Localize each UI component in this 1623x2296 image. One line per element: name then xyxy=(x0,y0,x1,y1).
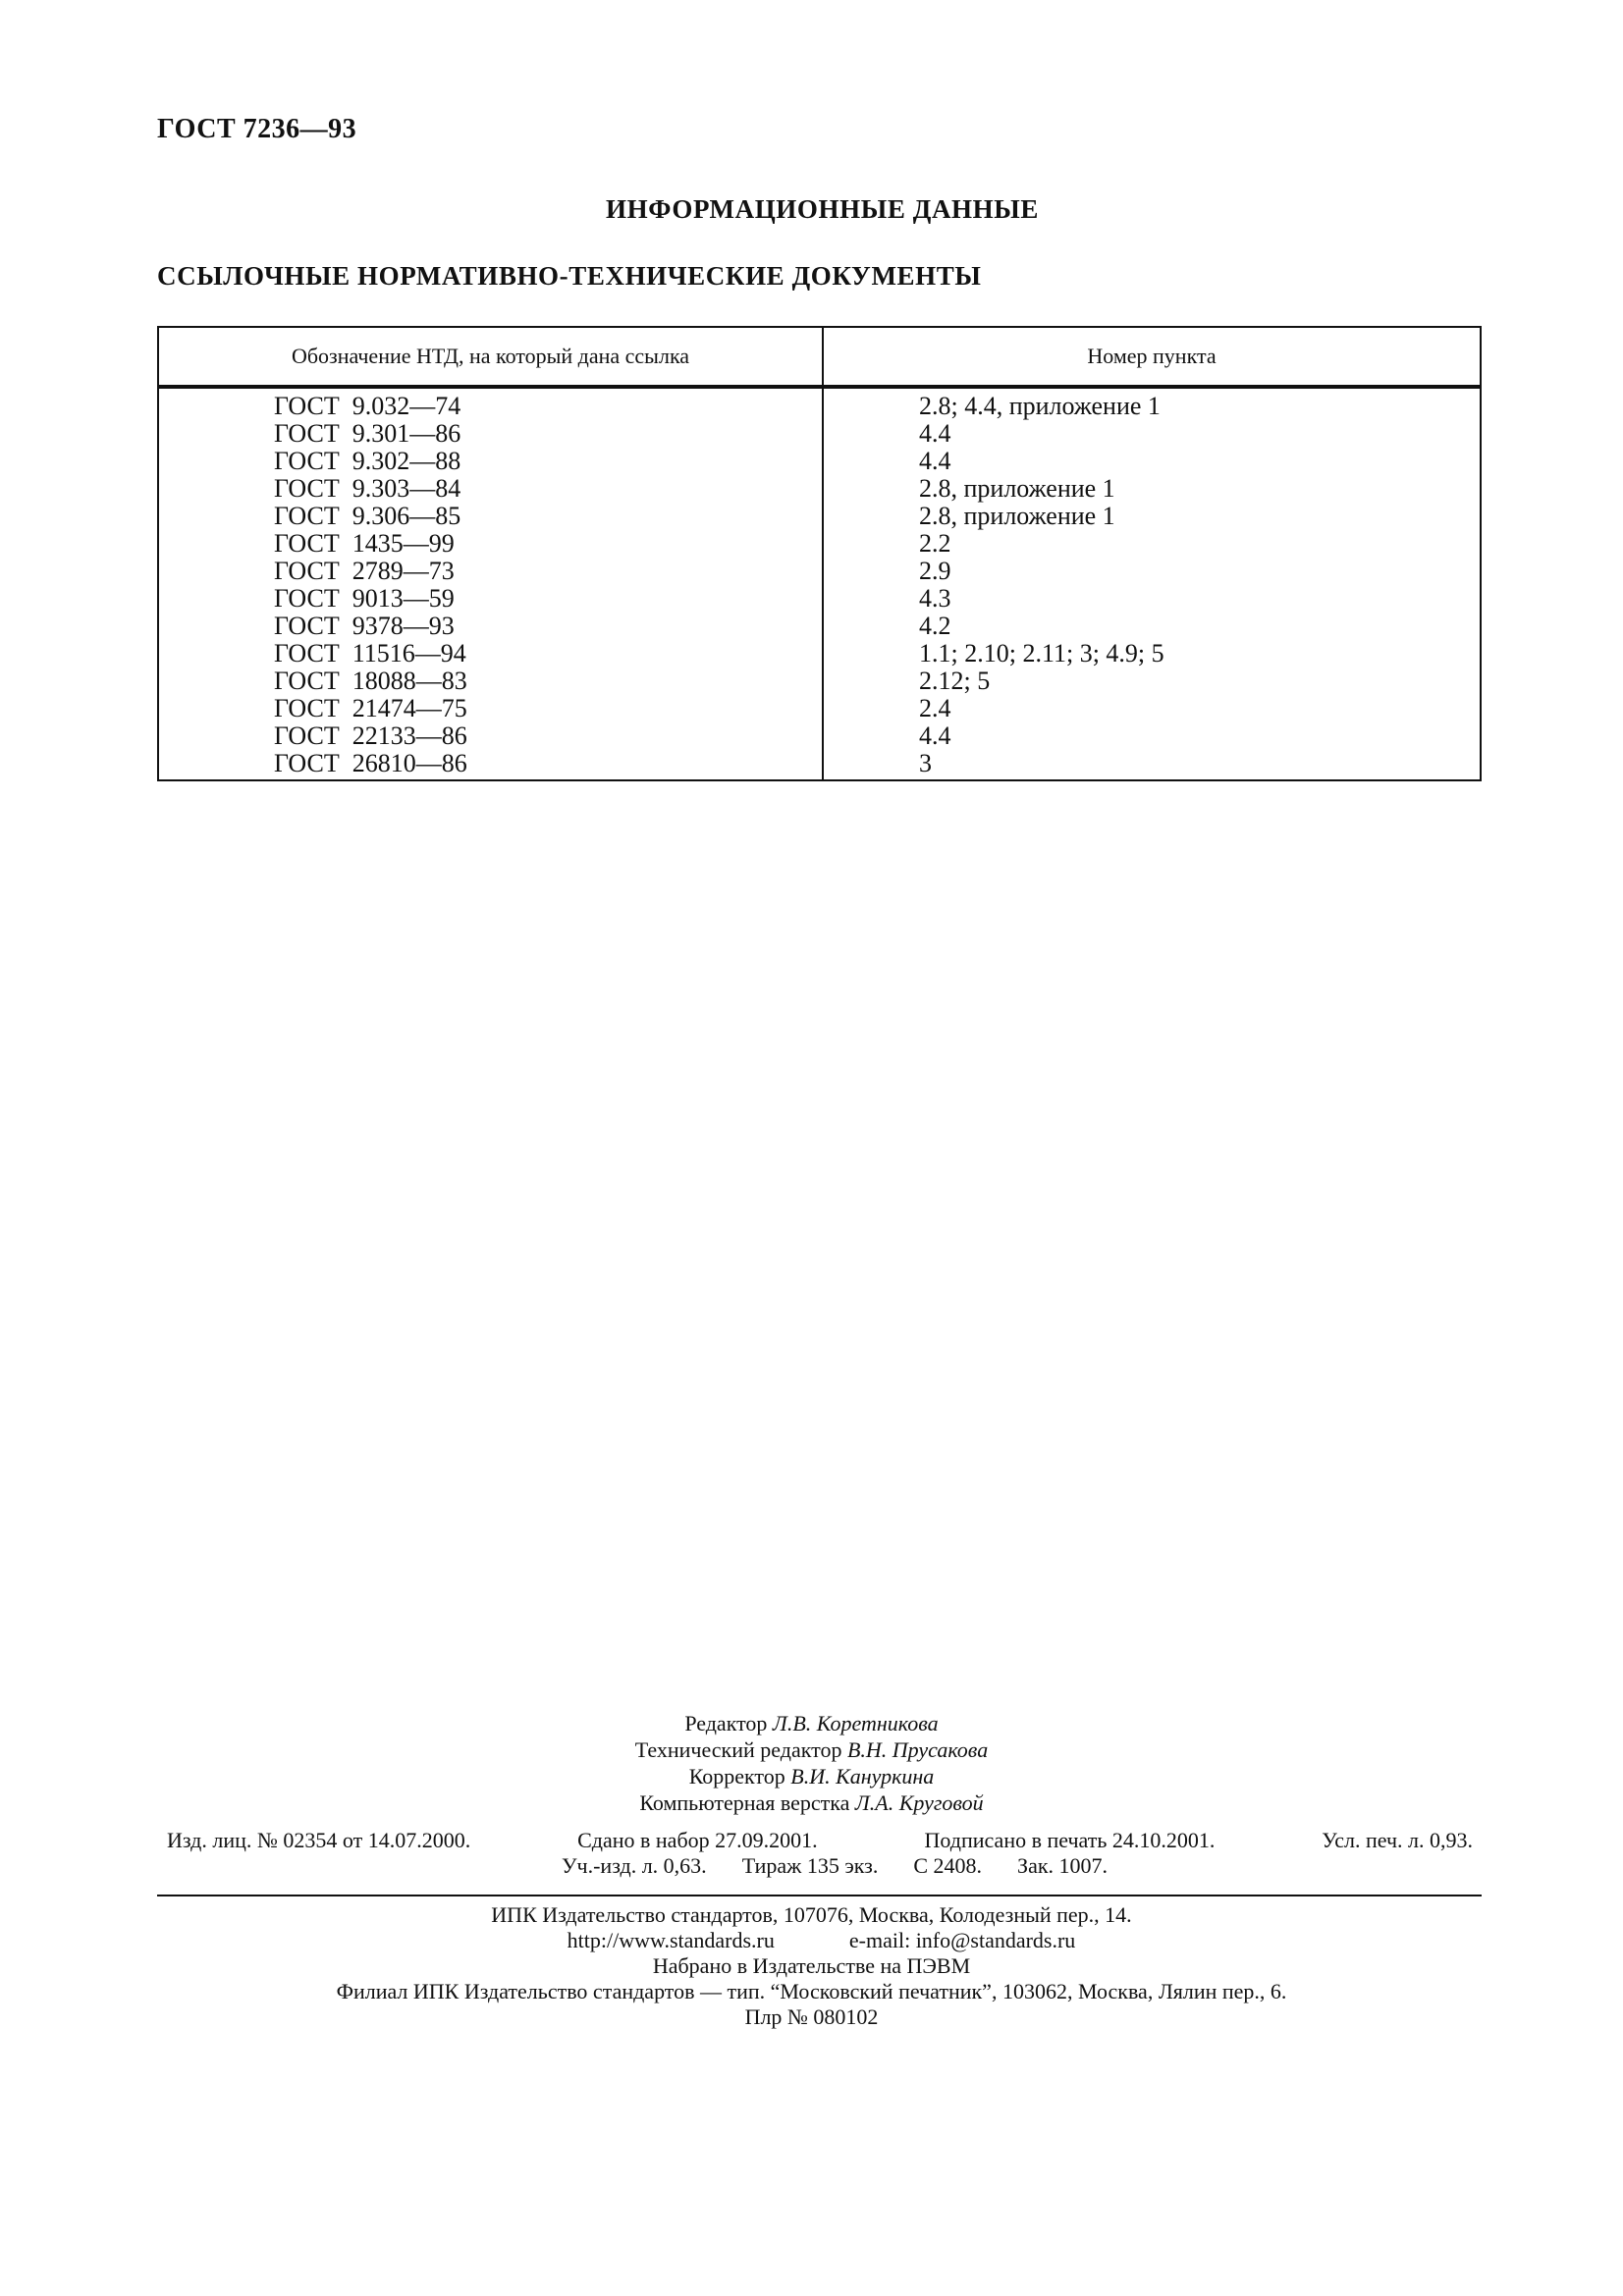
imprint-license: Изд. лиц. № 02354 от 14.07.2000. xyxy=(167,1828,471,1852)
table-row xyxy=(158,558,1481,585)
document-code: ГОСТ 7236—93 xyxy=(157,114,357,144)
column-header-document: Обозначение НТД, на который дана ссылка xyxy=(158,327,823,387)
table-row xyxy=(158,613,1481,640)
cell-clause: 2.2 xyxy=(823,530,1481,558)
imprint-block xyxy=(167,1828,1473,1879)
cell-clause: 2.8; 4.4, приложение 1 xyxy=(823,387,1481,420)
cell-document: ГОСТ 18088—83 xyxy=(158,667,823,695)
credit-role: Технический редактор xyxy=(634,1737,842,1762)
credit-corrector xyxy=(0,1763,1623,1789)
cell-document: ГОСТ 9.303—84 xyxy=(158,475,823,503)
credit-name: В.Н. Прусакова xyxy=(846,1737,989,1762)
cell-clause: 2.8, приложение 1 xyxy=(823,475,1481,503)
table-row xyxy=(158,448,1481,475)
publisher-address: ИПК Издательство стандартов, 107076, Москва, Колодезный пер., 14. xyxy=(491,1902,1132,1927)
cell-clause: 2.9 xyxy=(823,558,1481,585)
cell-document: ГОСТ 1435—99 xyxy=(158,530,823,558)
publisher-email: e-mail: info@standards.ru xyxy=(848,1928,1076,1952)
credit-name: В.И. Кануркина xyxy=(790,1764,935,1789)
imprint-order: Зак. 1007. xyxy=(1017,1853,1109,1878)
cell-document: ГОСТ 11516—94 xyxy=(158,640,823,667)
imprint-line xyxy=(167,1853,1473,1879)
publisher-website: http://www.standards.ru xyxy=(567,1928,775,1952)
imprint-print-sheets: Усл. печ. л. 0,93. xyxy=(1322,1828,1473,1852)
publisher-contacts xyxy=(0,1928,1623,1953)
table-row xyxy=(158,387,1481,420)
credit-role: Корректор xyxy=(688,1764,785,1789)
imprint-typeset: Сдано в набор 27.09.2001. xyxy=(577,1828,818,1852)
cell-clause: 4.4 xyxy=(823,420,1481,448)
imprint-code: С 2408. xyxy=(913,1853,983,1878)
table-row xyxy=(158,585,1481,613)
credit-name: Л.В. Коретникова xyxy=(772,1711,939,1735)
cell-clause: 3 xyxy=(823,750,1481,780)
publisher-branch: Филиал ИПК Издательство стандартов — тип. “Московский печатник”, 103062, Москва, Лялин пер., 6. xyxy=(336,1979,1287,2003)
table-row xyxy=(158,475,1481,503)
publisher-block xyxy=(0,1902,1623,2030)
cell-clause: 2.12; 5 xyxy=(823,667,1481,695)
table-row xyxy=(158,420,1481,448)
table-row xyxy=(158,695,1481,722)
imprint-line xyxy=(167,1828,1473,1853)
cell-document: ГОСТ 9013—59 xyxy=(158,585,823,613)
cell-document: ГОСТ 9378—93 xyxy=(158,613,823,640)
section-title: ИНФОРМАЦИОННЫЕ ДАННЫЕ xyxy=(606,194,1039,224)
credit-editor xyxy=(0,1710,1623,1736)
credit-name: Л.А. Круговой xyxy=(854,1790,984,1815)
cell-clause: 4.4 xyxy=(823,448,1481,475)
credit-role: Компьютерная верстка xyxy=(639,1790,850,1815)
table-row xyxy=(158,640,1481,667)
column-header-clause: Номер пункта xyxy=(823,327,1481,387)
subsection-title: ССЫЛОЧНЫЕ НОРМАТИВНО-ТЕХНИЧЕСКИЕ ДОКУМЕНТЫ xyxy=(157,261,982,291)
cell-clause: 1.1; 2.10; 2.11; 3; 4.9; 5 xyxy=(823,640,1481,667)
imprint-signed: Подписано в печать 24.10.2001. xyxy=(924,1828,1216,1852)
table-row xyxy=(158,750,1481,780)
cell-clause: 4.3 xyxy=(823,585,1481,613)
cell-clause: 4.4 xyxy=(823,722,1481,750)
cell-document: ГОСТ 9.032—74 xyxy=(158,387,823,420)
cell-document: ГОСТ 26810—86 xyxy=(158,750,823,780)
table-row xyxy=(158,722,1481,750)
cell-clause: 2.8, приложение 1 xyxy=(823,503,1481,530)
credit-role: Редактор xyxy=(684,1711,768,1735)
table-row xyxy=(158,530,1481,558)
credits-block xyxy=(0,1710,1623,1816)
cell-clause: 2.4 xyxy=(823,695,1481,722)
cell-document: ГОСТ 2789—73 xyxy=(158,558,823,585)
cell-document: ГОСТ 9.301—86 xyxy=(158,420,823,448)
publisher-typeset-note: Набрано в Издательстве на ПЭВМ xyxy=(652,1953,971,1978)
table-header-row xyxy=(158,327,1481,387)
credit-tech-editor xyxy=(0,1736,1623,1763)
imprint-circulation: Тираж 135 экз. xyxy=(741,1853,879,1878)
cell-document: ГОСТ 22133—86 xyxy=(158,722,823,750)
imprint-pub-sheets: Уч.-изд. л. 0,63. xyxy=(561,1853,707,1878)
cell-document: ГОСТ 9.302—88 xyxy=(158,448,823,475)
publisher-plr: Плр № 080102 xyxy=(744,2004,879,2029)
cell-clause: 4.2 xyxy=(823,613,1481,640)
cell-document: ГОСТ 21474—75 xyxy=(158,695,823,722)
table-row xyxy=(158,667,1481,695)
divider xyxy=(157,1895,1482,1896)
table-row xyxy=(158,503,1481,530)
references-table xyxy=(157,326,1482,781)
credit-layout xyxy=(0,1789,1623,1816)
cell-document: ГОСТ 9.306—85 xyxy=(158,503,823,530)
